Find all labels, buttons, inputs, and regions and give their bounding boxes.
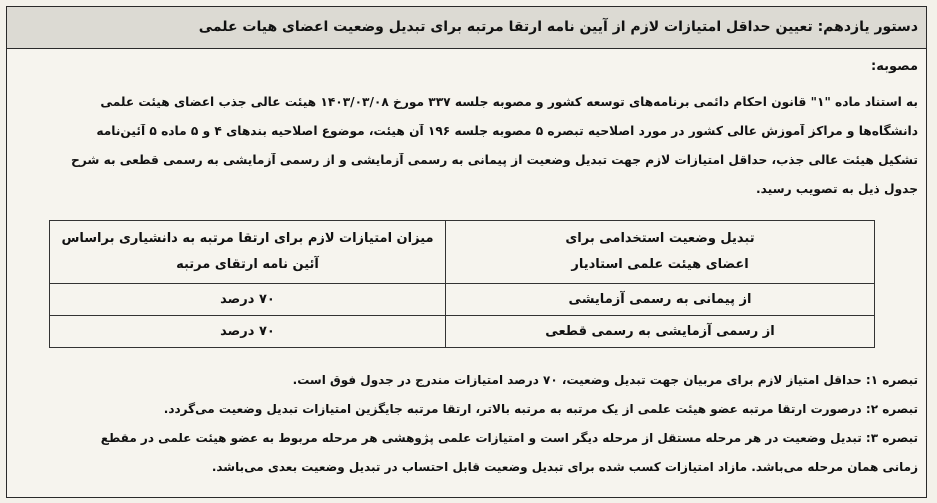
title-bar [7, 7, 926, 49]
table-header-row [50, 221, 875, 284]
header-text: میزان امتیازات لازم برای ارتقا مرتبه به دانشیاری براساس [61, 231, 434, 246]
header-text: اعضای هیئت علمی استادیار [571, 257, 749, 272]
resolution-label: مصوبه: [871, 59, 918, 74]
table-row [50, 316, 875, 348]
table-row [50, 284, 875, 316]
header-text: تبدیل وضعیت استخدامی برای [565, 231, 755, 246]
status-cell: از رسمی آزمایشی به رسمی قطعی [446, 316, 875, 348]
header-text: آئین نامه ارتقای مرتبه [176, 257, 319, 272]
paragraph-line: دانشگاه‌ها و مراکز آموزش عالی کشور در مورد اصلاحیه تبصره ۵ مصوبه جلسه ۱۹۶ آن هیئت، موضوع اصلاحیه بندهای ۴ و ۵ ماده ۵ آئین‌نامه [96, 124, 918, 138]
status-cell: از پیمانی به رسمی آزمایشی [446, 284, 875, 316]
note-line: تبصره ۲: درصورت ارتقا مرتبه عضو هیئت علمی از یک مرتبه به مرتبه بالاتر، ارتقا مرتبه جایگزین امتیازات تبدیل وضعیت می‌گردد. [163, 402, 918, 416]
paragraph-line: به استناد ماده "۱" قانون احکام دائمی برنامه‌های توسعه کشور و مصوبه جلسه ۳۳۷ مورخ ۱۴۰۳/۰۳/۰۸ هیئت عالی جذب اعضای هیئت علمی [100, 95, 918, 109]
scores-table [49, 220, 875, 348]
value-cell: ۷۰ درصد [50, 316, 446, 348]
note-line: تبصره ۳: تبدیل وضعیت در هر مرحله مستقل از مرحله دیگر است و امتیازات علمی پژوهشی هر مرحله مربوط به عضو هیئت علمی در مقطع [100, 431, 918, 445]
note-line: زمانی همان مرحله می‌باشد. مازاد امتیازات کسب شده برای تبدیل وضعیت قابل احتساب در تبدیل وضعیت بعدی می‌باشد. [211, 460, 918, 474]
document-title: دستور یازدهم: تعیین حداقل امتیازات لازم از آیین نامه ارتقا مرتبه برای تبدیل وضعیت اعضای هیات علمی [198, 19, 918, 35]
paragraph-line: جدول ذیل به تصویب رسید. [756, 182, 918, 196]
document-page [6, 6, 927, 498]
header-cell-score [50, 221, 446, 284]
paragraph-line: تشکیل هیئت عالی جذب، حداقل امتیازات لازم جهت تبدیل وضعیت از پیمانی به رسمی آزمایشی و از رسمی آزمایشی به رسمی قطعی به شرح [70, 153, 918, 167]
note-line: تبصره ۱: حداقل امتیاز لازم برای مربیان جهت تبدیل وضعیت، ۷۰ درصد امتیازات مندرج در جدول فوق است. [292, 373, 918, 387]
value-cell: ۷۰ درصد [50, 284, 446, 316]
header-cell-status [446, 221, 875, 284]
